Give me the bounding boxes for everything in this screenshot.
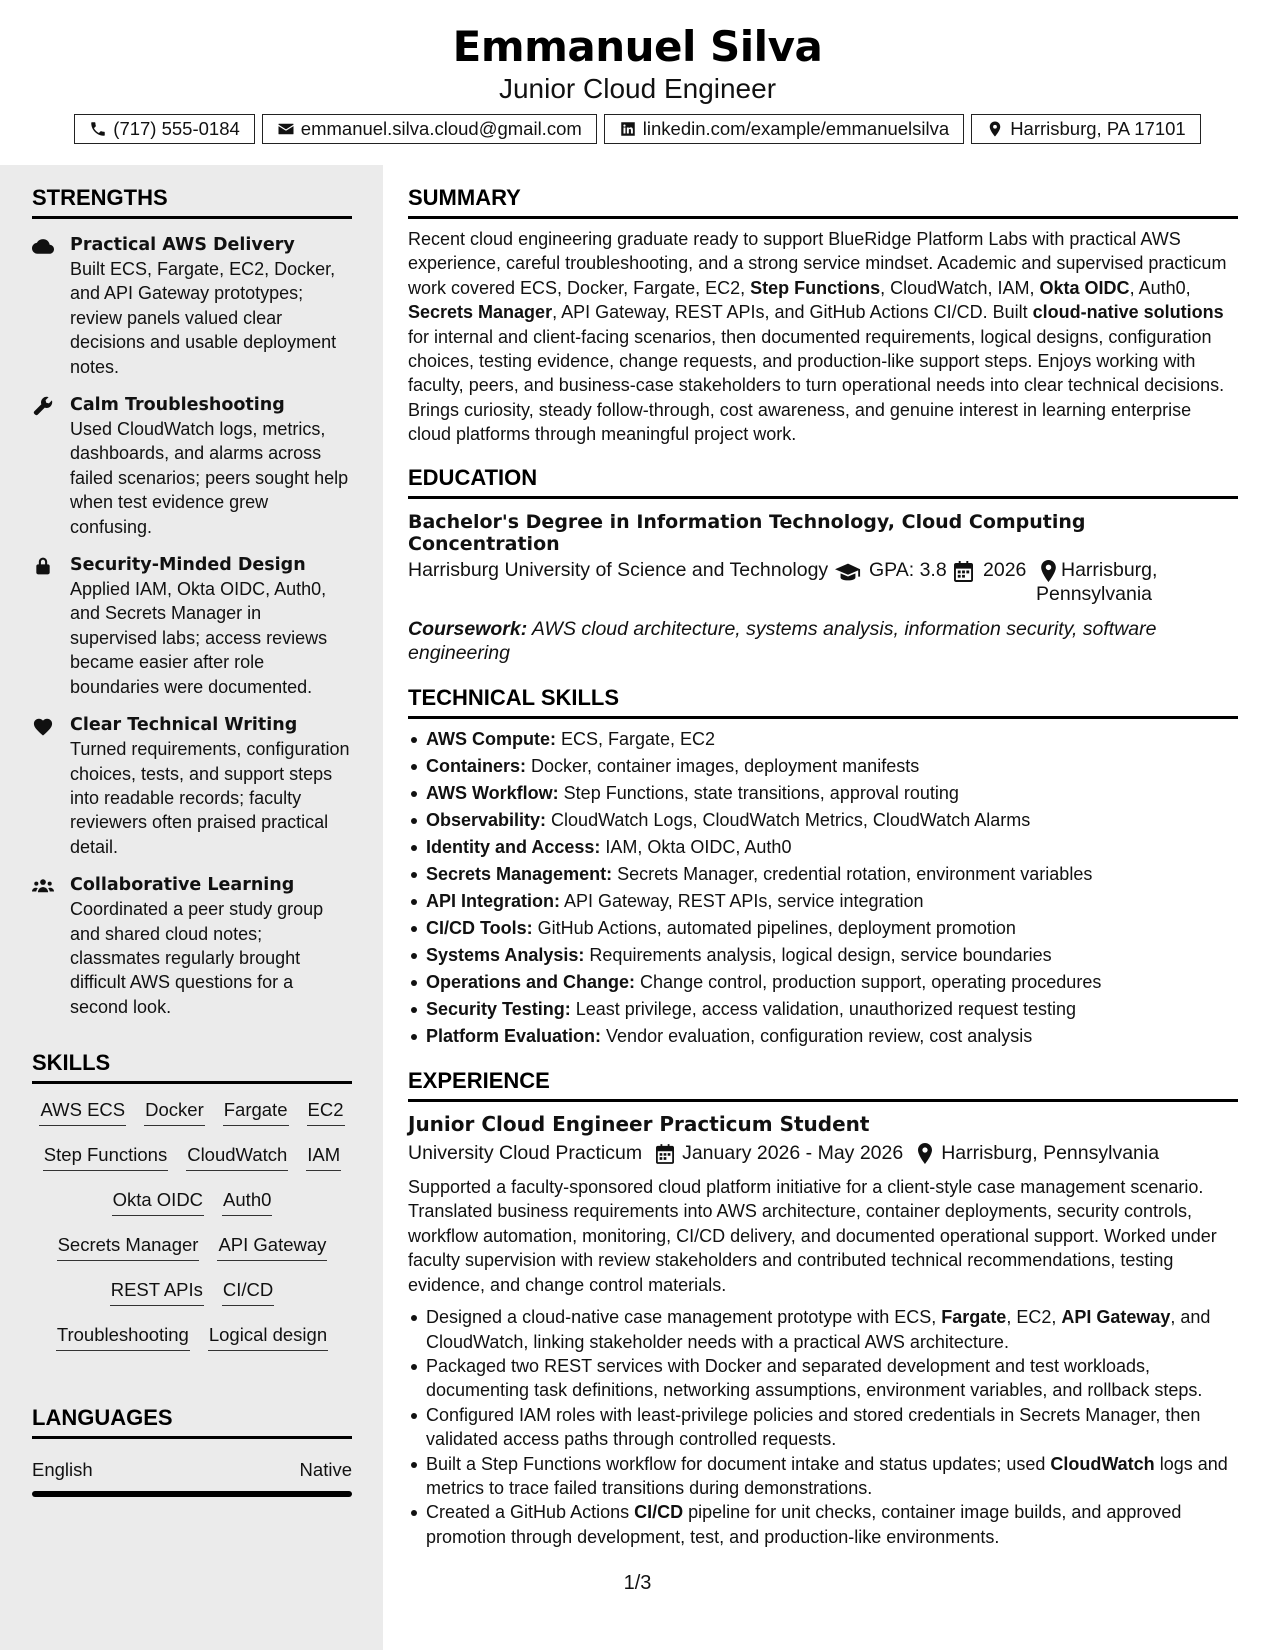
skill-tag: CloudWatch (186, 1143, 288, 1171)
language-name: English (32, 1459, 93, 1480)
job-description: Supported a faculty-sponsored cloud platform initiative for a client-style case management scenario. Translated business requirements into AWS architecture, container deployments, security controls, workflow automation, monitoring, CI/CD delivery, and documented operational support. Worked under faculty supervision with review stakeholders and contributed technical recommendations, testing evidence, and change control materials. (408, 1177, 1217, 1295)
list-item: Observability: CloudWatch Logs, CloudWatch Metrics, CloudWatch Alarms (408, 808, 1238, 832)
education-location-state: Pennsylvania (1036, 582, 1152, 605)
calendar-icon (954, 561, 973, 582)
list-item: AWS Workflow: Step Functions, state transitions, approval routing (408, 781, 1238, 805)
strengths-heading: STRENGTHS (32, 185, 352, 219)
list-item: Secrets Management: Secrets Manager, credential rotation, environment variables (408, 862, 1238, 886)
language-proficiency-bar (32, 1491, 352, 1497)
text-run: , and CloudWatch, linking stakeholder needs with a practical AWS architecture. (426, 1307, 1211, 1352)
technical-skills-list (408, 727, 1238, 1048)
phone-icon (89, 120, 107, 138)
strength-item (32, 553, 352, 699)
page-number: 1/3 (623, 1572, 652, 1594)
map-pin-icon (917, 1143, 933, 1164)
envelope-icon (277, 120, 295, 138)
gpa: GPA: 3.8 (869, 558, 947, 581)
strength-item (32, 873, 352, 1019)
text-run: logs and metrics to trace failed transitions during demonstrations. (426, 1453, 1228, 1498)
bold-text: CloudWatch (1050, 1453, 1155, 1474)
languages-section (32, 1405, 352, 1497)
contact-linkedin-text: linkedin.com/example/emmanuelsilva (642, 118, 950, 139)
education-location: Harrisburg, (1061, 558, 1158, 581)
candidate-name: Emmanuel Silva (452, 22, 823, 71)
bold-text: Secrets Manager (408, 302, 553, 323)
experience-heading: EXPERIENCE (408, 1068, 1238, 1102)
job-location: Harrisburg, Pennsylvania (941, 1142, 1160, 1165)
school-name: Harrisburg University of Science and Technology (408, 558, 829, 581)
skill-tag: IAM (306, 1143, 341, 1171)
text-run: Packaged two REST services with Docker and separated development and test workloads, documenting task definitions, networking assumptions, environment variables, and rollback steps. (426, 1355, 1203, 1401)
text-run: Designed a cloud-native case management prototype with ECS, (426, 1307, 942, 1328)
text-run: for internal and client-facing scenarios, then documented requirements, logical designs, configuration choices, testing evidence, change requests, and production-like support steps. Enjoys working with faculty, peers, and business-case stakeholders to turn operational needs into clear technical decisions. Brings curiosity, steady follow-through, cost awareness, and genuine interest in learning enterprise cloud platforms through meaningful project work. (408, 326, 1225, 445)
map-pin-icon (986, 120, 1004, 138)
graduation-cap-icon (835, 561, 861, 583)
text-run: Recent cloud engineering graduate ready to support BlueRidge Platform Labs with practical AWS experience, careful troubleshooting, and a strong service mindset. Academic and supervised practicum work covered ECS, Docker, Fargate, EC2, (408, 229, 1227, 298)
job-dates: January 2026 - May 2026 (682, 1142, 904, 1165)
strength-description: Coordinated a peer study group and shared cloud notes; classmates regularly brought difficult AWS questions for a second look. (70, 899, 324, 1017)
text-run: Configured IAM roles with least-privilege policies and stored credentials in Secrets Manager, then validated access paths through controlled requests. (426, 1404, 1201, 1450)
text-run: Built a Step Functions workflow for document intake and status updates; used (426, 1453, 1051, 1474)
summary-text (408, 227, 1238, 447)
skill-tag-row (32, 1233, 352, 1264)
strength-item (32, 713, 352, 859)
language-level: Native (299, 1459, 352, 1480)
job-organization: University Cloud Practicum (408, 1142, 643, 1165)
list-item: Security Testing: Least privilege, access validation, unauthorized request testing (408, 997, 1238, 1021)
strength-description: Turned requirements, configuration choices, tests, and support steps into readable records; faculty reviewers often praised practical detail. (70, 739, 350, 857)
bold-text: Okta OIDC (1039, 277, 1130, 298)
contact-email-text: emmanuel.silva.cloud@gmail.com (300, 118, 582, 139)
calendar-icon (656, 1144, 674, 1164)
education-meta (408, 559, 1238, 615)
language-item (32, 1459, 352, 1481)
strength-title: Clear Technical Writing (70, 715, 298, 736)
text-run: pipeline for unit checks, container image builds, and approved promotion through development, test, and production-like environments. (426, 1502, 1182, 1547)
linkedin-icon (619, 120, 637, 138)
skill-tag: Step Functions (43, 1143, 168, 1171)
job-meta (408, 1142, 1238, 1165)
bold-text: API Gateway (1061, 1307, 1171, 1328)
contact-linkedin[interactable] (604, 114, 964, 144)
job-title: Junior Cloud Engineer Practicum Student (408, 1112, 870, 1137)
strength-description: Applied IAM, Okta OIDC, Auth0, and Secrets Manager in supervised labs; access reviews became easier after role boundaries were documented. (70, 579, 328, 697)
strength-title: Practical AWS Delivery (70, 235, 295, 255)
strength-title: Security-Minded Design (70, 555, 306, 576)
contact-email[interactable] (262, 114, 597, 144)
list-item: CI/CD Tools: GitHub Actions, automated pipelines, deployment promotion (408, 916, 1238, 940)
strength-item (32, 233, 352, 379)
text-run: , API Gateway, REST APIs, and GitHub Actions CI/CD. Built (552, 302, 1033, 323)
skill-tag-row (32, 1323, 352, 1354)
text-run: , CloudWatch, IAM, (880, 277, 1040, 298)
list-item: Identity and Access: IAM, Okta OIDC, Auth0 (408, 835, 1238, 859)
coursework-list: AWS cloud architecture, systems analysis, information security, software engineering (408, 617, 1157, 664)
list-item: Platform Evaluation: Vendor evaluation, configuration review, cost analysis (408, 1024, 1238, 1048)
strength-description: Used CloudWatch logs, metrics, dashboards, and alarms across failed scenarios; peers sought help when test evidence grew confusing. (70, 419, 349, 537)
list-item: Operations and Change: Change control, production support, operating procedures (408, 970, 1238, 994)
degree-title: Bachelor's Degree in Information Technology, Cloud Computing Concentration (408, 510, 1086, 555)
text-run: Created a GitHub Actions (426, 1502, 635, 1523)
summary-heading: SUMMARY (408, 185, 1238, 219)
users-icon (32, 876, 54, 896)
bold-text: Step Functions (750, 277, 881, 298)
education-heading: EDUCATION (408, 465, 1238, 499)
list-item (408, 1452, 1238, 1501)
strength-item (32, 393, 352, 539)
skill-tag: API Gateway (217, 1233, 327, 1261)
lock-icon (32, 556, 54, 576)
coursework (408, 617, 1238, 665)
skills-section (32, 1050, 352, 1354)
skill-tag-row (32, 1188, 352, 1219)
skill-tag: REST APIs (110, 1278, 204, 1306)
skill-tag: Okta OIDC (112, 1188, 204, 1216)
skills-heading: SKILLS (32, 1050, 352, 1084)
strength-title: Calm Troubleshooting (70, 395, 285, 416)
list-item (408, 1354, 1238, 1403)
skill-tag: Fargate (223, 1098, 289, 1126)
skill-tag: EC2 (307, 1098, 345, 1126)
skill-tag: Troubleshooting (56, 1323, 190, 1351)
list-item: AWS Compute: ECS, Fargate, EC2 (408, 727, 1238, 751)
strength-title: Collaborative Learning (70, 875, 295, 896)
skill-tag: Auth0 (222, 1188, 272, 1216)
skill-tag: Logical design (208, 1323, 328, 1351)
skill-tag-row (32, 1278, 352, 1309)
technical-skills-heading: TECHNICAL SKILLS (408, 685, 1238, 719)
list-item: API Integration: API Gateway, REST APIs, service integration (408, 889, 1238, 913)
list-item (408, 1403, 1238, 1452)
contact-bar (0, 114, 1275, 144)
contact-phone-text: (717) 555-0184 (113, 118, 240, 139)
skill-tag: Docker (144, 1098, 205, 1126)
candidate-title: Junior Cloud Engineer (498, 73, 777, 104)
contact-location-text: Harrisburg, PA 17101 (1010, 118, 1186, 139)
list-item (408, 1305, 1238, 1354)
languages-heading: LANGUAGES (32, 1405, 352, 1439)
text-run: , Auth0, (1129, 277, 1191, 298)
main-column (408, 165, 1238, 1549)
contact-phone[interactable] (74, 114, 255, 144)
map-pin-icon (1040, 560, 1057, 582)
contact-location (971, 114, 1201, 144)
skill-tag: Secrets Manager (57, 1233, 200, 1261)
skill-tag: AWS ECS (39, 1098, 126, 1126)
list-item: Systems Analysis: Requirements analysis, logical design, service boundaries (408, 943, 1238, 967)
strength-description: Built ECS, Fargate, EC2, Docker, and API Gateway prototypes; review panels valued clear decisions and usable deployment notes. (70, 259, 337, 377)
skill-tag-row (32, 1098, 352, 1129)
strengths-section (32, 185, 352, 1019)
skill-tag-row (32, 1143, 352, 1174)
bold-text: CI/CD (634, 1502, 684, 1523)
bold-text: Fargate (941, 1307, 1007, 1328)
list-item (408, 1500, 1238, 1549)
graduation-year: 2026 (983, 558, 1027, 581)
heart-icon (32, 716, 54, 736)
resume-header (0, 0, 1275, 165)
list-item: Containers: Docker, container images, deployment manifests (408, 754, 1238, 778)
skill-tag: CI/CD (222, 1278, 274, 1306)
sidebar (0, 165, 383, 1650)
bold-text: cloud-native solutions (1032, 302, 1224, 323)
text-run: , EC2, (1006, 1307, 1062, 1328)
coursework-label: Coursework: (408, 617, 528, 640)
wrench-icon (32, 396, 54, 416)
experience-bullets (408, 1305, 1238, 1549)
cloud-icon (32, 236, 54, 256)
